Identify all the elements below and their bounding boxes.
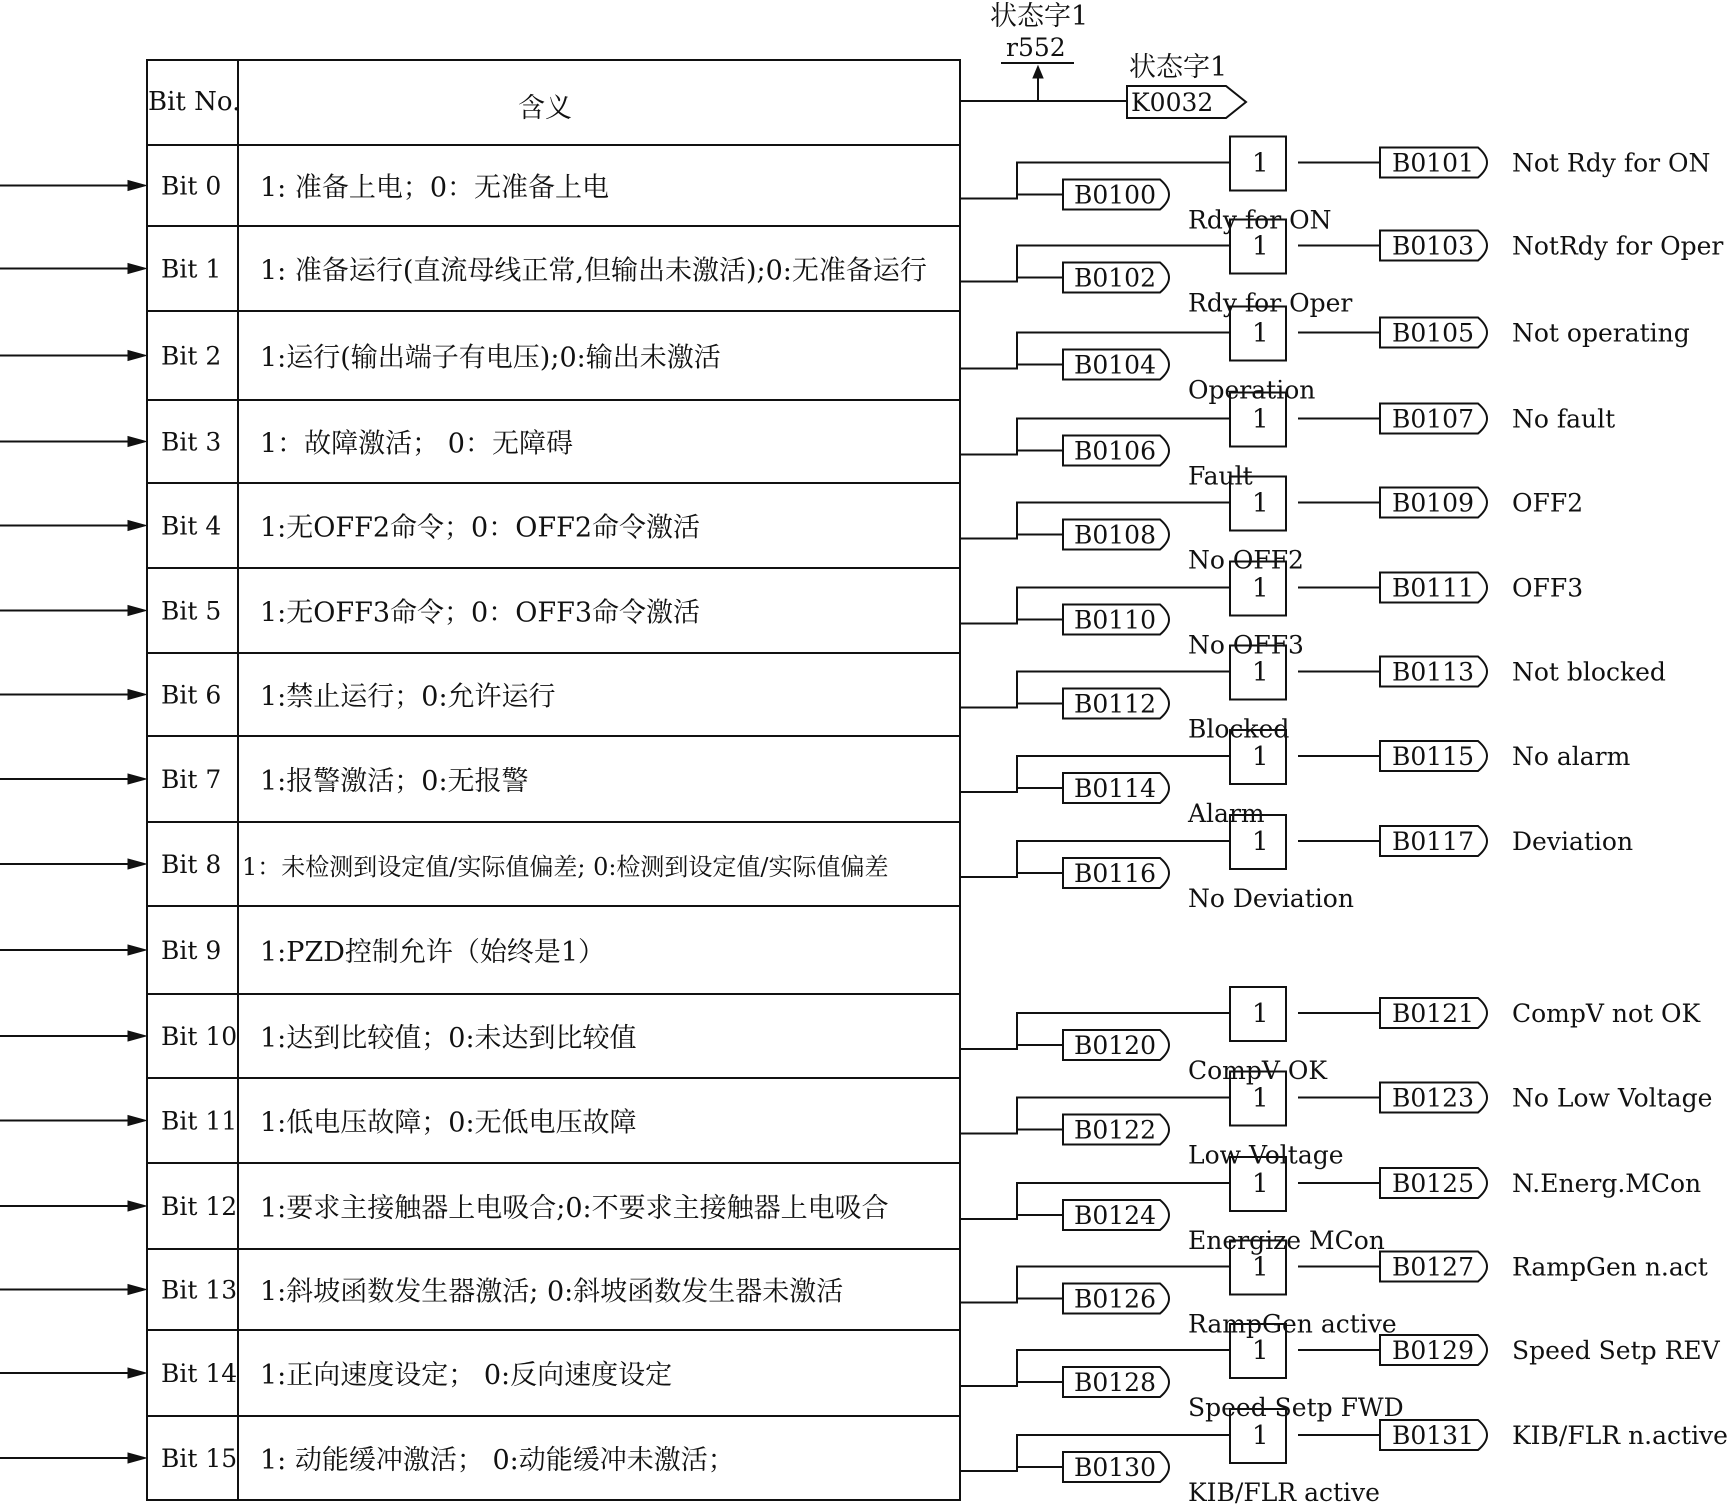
bit-input-arrowhead [128, 1453, 146, 1463]
output-signal-label: N.Energ.MCon [1512, 1169, 1702, 1198]
bit-label: Bit 0 [161, 171, 222, 201]
not-gate-label: 1 [1252, 827, 1269, 857]
bit-input-arrowhead [128, 351, 146, 361]
output-signal-label: No alarm [1512, 742, 1631, 771]
bit-meaning: 1:正向速度设定； 0:反向速度设定 [260, 1360, 673, 1391]
output-connector-label: B0107 [1392, 404, 1474, 434]
bit-meaning: 1：故障激活； 0：无障碍 [260, 428, 573, 460]
bit-meaning: 1:要求主接触器上电吸合;0:不要求主接触器上电吸合 [260, 1193, 889, 1224]
output-connector-label: B0115 [1392, 742, 1474, 771]
not-gate-label: 1 [1252, 1421, 1269, 1451]
not-gate-label: 1 [1252, 404, 1269, 435]
output-signal-label: CompV not OK [1512, 999, 1701, 1028]
output-connector-label: B0111 [1392, 573, 1474, 603]
parameter-label: r552 [1006, 33, 1066, 62]
not-gate-inversion-bubble [1287, 1008, 1297, 1018]
output-connector-label: B0125 [1392, 1169, 1474, 1198]
input-connector-label: B0108 [1074, 520, 1156, 550]
bit-meaning: 1:斜坡函数发生器激活; 0:斜坡函数发生器未激活 [260, 1276, 844, 1308]
not-gate-inversion-bubble [1287, 583, 1297, 593]
bit-input-arrowhead [128, 181, 146, 191]
not-gate-inversion-bubble [1287, 1093, 1297, 1103]
not-gate-inversion-bubble [1287, 1178, 1297, 1188]
bit-input-arrowhead [128, 1031, 146, 1041]
output-signal-label: Not operating [1512, 318, 1690, 348]
bit-meaning: 1：未检测到设定值/实际值偏差; 0:检测到设定值/实际值偏差 [242, 853, 889, 881]
output-connector-label: B0113 [1392, 657, 1474, 687]
input-signal-label: CompV OK [1188, 1056, 1328, 1085]
parameter-tap-arrowhead [1033, 66, 1043, 78]
not-gate-inversion-bubble [1287, 498, 1297, 508]
bit-meaning: 1:达到比较值；0:未达到比较值 [260, 1023, 637, 1054]
bit-meaning: 1:禁止运行；0:允许运行 [260, 681, 556, 713]
output-connector-label: B0131 [1392, 1421, 1474, 1450]
input-connector-label: B0120 [1074, 1031, 1156, 1060]
bit-label: Bit 5 [161, 596, 222, 626]
bit-meaning: 1:低电压故障；0:无低电压故障 [260, 1107, 637, 1139]
input-signal-label: Fault [1188, 461, 1253, 491]
input-signal-label: Rdy for ON [1188, 205, 1332, 235]
input-connector-label: B0114 [1074, 774, 1156, 803]
bit-meaning: 1:运行(输出端子有电压);0:输出未激活 [260, 342, 721, 374]
bit-label: Bit 1 [161, 254, 222, 284]
not-gate-inversion-bubble [1287, 667, 1297, 677]
output-signal-label: RampGen n.act [1512, 1252, 1708, 1282]
bit-label: Bit 11 [161, 1106, 238, 1136]
status-word-out-label: 状态字1 [1129, 52, 1228, 83]
not-gate-inversion-bubble [1287, 751, 1297, 761]
connector-k0032-label: K0032 [1131, 88, 1214, 117]
bit-no-header: Bit No. [148, 87, 241, 117]
bit-input-arrowhead [128, 690, 146, 700]
input-connector-label: B0104 [1074, 350, 1156, 380]
output-connector-label: B0109 [1392, 488, 1474, 518]
output-connector-label: B0121 [1392, 999, 1474, 1028]
input-signal-label: Alarm [1188, 799, 1265, 828]
input-signal-label: KIB/FLR active [1188, 1478, 1380, 1507]
bit-label: Bit 2 [161, 341, 222, 371]
output-signal-label: Speed Setp REV [1512, 1336, 1720, 1365]
bit-label: Bit 7 [161, 765, 222, 794]
input-signal-label: Operation [1188, 375, 1316, 405]
not-gate-inversion-bubble [1287, 328, 1297, 338]
input-signal-label: No Deviation [1188, 884, 1354, 913]
meaning-header: 含义 [518, 93, 572, 124]
input-signal-label: No OFF3 [1188, 630, 1304, 660]
not-gate-inversion-bubble [1287, 414, 1297, 424]
bit-input-arrowhead [128, 437, 146, 447]
not-gate-label: 1 [1252, 999, 1269, 1029]
bit-input-arrowhead [128, 1201, 146, 1211]
not-gate-label: 1 [1252, 488, 1269, 519]
bit-meaning: 1:报警激活；0:无报警 [260, 766, 529, 797]
bit-meaning: 1:无OFF3命令；0：OFF3命令激活 [260, 597, 701, 629]
bit-input-arrowhead [128, 264, 146, 274]
input-signal-label: Speed Setp FWD [1188, 1393, 1404, 1422]
output-signal-label: No Low Voltage [1512, 1083, 1713, 1113]
bit-label: Bit 6 [161, 680, 222, 710]
bit-input-arrowhead [128, 1368, 146, 1378]
bit-input-arrowhead [128, 606, 146, 616]
output-connector-label: B0123 [1392, 1083, 1474, 1113]
output-connector-label: B0129 [1392, 1336, 1474, 1365]
output-signal-label: KIB/FLR n.active [1512, 1421, 1728, 1450]
not-gate-inversion-bubble [1287, 1430, 1297, 1440]
not-gate-label: 1 [1252, 1169, 1269, 1199]
input-connector-label: B0130 [1074, 1453, 1156, 1482]
input-connector-label: B0110 [1074, 605, 1156, 635]
input-connector-label: B0112 [1074, 689, 1156, 719]
not-gate-inversion-bubble [1287, 241, 1297, 251]
output-signal-label: Not blocked [1512, 657, 1666, 687]
output-connector-label: B0101 [1392, 148, 1474, 178]
output-signal-label: OFF2 [1512, 488, 1584, 518]
input-signal-label: Energize MCon [1188, 1226, 1385, 1255]
input-connector-label: B0126 [1074, 1284, 1156, 1314]
input-connector-label: B0100 [1074, 180, 1156, 210]
not-gate-inversion-bubble [1287, 1262, 1297, 1272]
bit-label: Bit 4 [161, 511, 222, 541]
not-gate-inversion-bubble [1287, 158, 1297, 168]
not-gate-label: 1 [1252, 318, 1269, 349]
not-gate-label: 1 [1252, 231, 1269, 262]
output-signal-label: NotRdy for Oper [1512, 231, 1724, 261]
output-connector-label: B0105 [1392, 318, 1474, 348]
bit-meaning: 1: 准备上电；0：无准备上电 [260, 172, 610, 204]
bit-meaning: 1:无OFF2命令；0：OFF2命令激活 [260, 512, 701, 544]
bit-label: Bit 10 [161, 1022, 238, 1051]
input-signal-label: Blocked [1188, 714, 1290, 744]
bit-input-arrowhead [128, 774, 146, 784]
bit-label: Bit 12 [161, 1192, 238, 1221]
bit-meaning: 1: 动能缓冲激活； 0:动能缓冲未激活； [260, 1445, 735, 1476]
input-signal-label: Rdy for Oper [1188, 288, 1353, 318]
bit-input-arrowhead [128, 1285, 146, 1295]
output-signal-label: Deviation [1512, 827, 1634, 856]
input-signal-label: No OFF2 [1188, 545, 1304, 575]
not-gate-label: 1 [1252, 1336, 1269, 1366]
bit-label: Bit 15 [161, 1444, 238, 1473]
status-word-top-label: 状态字1 [990, 1, 1089, 32]
bit-label: Bit 13 [161, 1275, 238, 1305]
rows-layer [0, 137, 1728, 1508]
input-connector-label: B0102 [1074, 263, 1156, 293]
not-gate-inversion-bubble [1287, 1345, 1297, 1355]
not-gate-label: 1 [1252, 148, 1269, 179]
bit-label: Bit 14 [161, 1359, 238, 1388]
not-gate-inversion-bubble [1287, 836, 1297, 846]
not-gate-label: 1 [1252, 1252, 1269, 1283]
not-gate-label: 1 [1252, 657, 1269, 688]
bit-input-arrowhead [128, 1116, 146, 1126]
bit-input-arrowhead [128, 521, 146, 531]
bit-input-arrowhead [128, 859, 146, 869]
input-connector-label: B0106 [1074, 436, 1156, 466]
not-gate-label: 1 [1252, 573, 1269, 604]
output-connector-label: B0117 [1392, 827, 1474, 856]
bit-input-arrowhead [128, 945, 146, 955]
not-gate-label: 1 [1252, 742, 1269, 772]
output-connector-label: B0103 [1392, 231, 1474, 261]
output-signal-label: OFF3 [1512, 573, 1584, 603]
input-connector-label: B0116 [1074, 859, 1156, 888]
bit-label: Bit 9 [161, 936, 222, 965]
bit-meaning: 1: 准备运行(直流母线正常,但输出未激活);0:无准备运行 [260, 255, 927, 287]
input-connector-label: B0124 [1074, 1201, 1156, 1230]
bit-label: Bit 3 [161, 427, 222, 457]
output-signal-label: No fault [1512, 404, 1616, 434]
input-connector-label: B0128 [1074, 1368, 1156, 1397]
output-connector-label: B0127 [1392, 1252, 1474, 1282]
bit-meaning: 1:PZD控制允许（始终是1） [260, 937, 606, 968]
input-connector-label: B0122 [1074, 1115, 1156, 1145]
input-signal-label: Low Voltage [1188, 1140, 1344, 1170]
not-gate-label: 1 [1252, 1083, 1269, 1114]
input-signal-label: RampGen active [1188, 1309, 1397, 1339]
bit-label: Bit 8 [161, 850, 222, 879]
output-signal-label: Not Rdy for ON [1512, 148, 1711, 178]
